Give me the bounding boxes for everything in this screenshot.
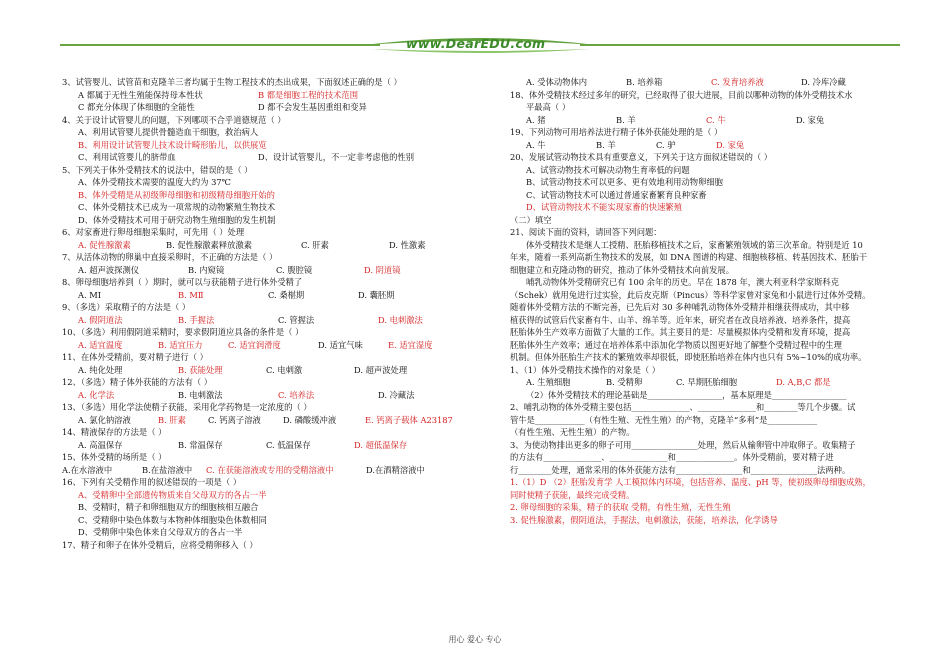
question-10: 10、（多选）利用假阴道采精时，要求假阴道应具备的条件是（ ）: [62, 327, 304, 337]
question-6-options: [62, 239, 492, 252]
option: A. MⅠ: [78, 289, 102, 300]
sub-question-1-options: [510, 376, 900, 389]
option: B. 内窥镜: [188, 264, 225, 275]
answer-1-cont: 同时使精子获能，最终完成受精。: [510, 489, 635, 500]
option-answer: B、体外受精是从初级卵母细胞和初级精母细胞开始的: [78, 189, 275, 200]
option: B、试管动物技术可以更多、更有效地利用动物卵细胞: [526, 177, 723, 187]
sub-question-3-cont: 行________处理，通常采用的体外获能方法有________________和________________法两种。: [510, 464, 851, 475]
question-12-options: [62, 389, 492, 402]
option-answer: B. MⅡ: [178, 289, 204, 300]
sub-question-1-part2: （2）体外受精技术的理论基础是__________________，基本原理是__________________: [526, 389, 847, 400]
site-logo[interactable]: www.DearEDU.com: [406, 36, 546, 51]
question-9-options: [62, 314, 492, 327]
question-14: 14、精液保存的方法是（ ）: [62, 427, 167, 437]
option: D、受精卵中染色体来自父母双方的各占一半: [78, 527, 243, 537]
option: C、受精卵中染色体数与本物种体细胞染色体数相同: [78, 514, 267, 525]
question-15: 15、体外受精的场所是（ ）: [62, 452, 167, 462]
option-answer: A、受精卵中全部遗传物质来自父母双方的各占一半: [78, 489, 267, 500]
option-answer: D、试管动物技术不能实现家畜的快速繁殖: [526, 202, 682, 212]
question-4: 4、关于设计试管婴儿的问题，下列哪项不合乎道德规范（ ）: [62, 114, 286, 125]
option: A. 超声波探测仪: [78, 264, 140, 275]
option-answer: B 都是细胞工程的技术范围: [258, 89, 359, 100]
passage-line: 植获得的试管后代家畜有牛、山羊、绵羊等。近年来，研究者在改良培养液、培养条件，提高: [510, 314, 851, 325]
question-21: 21、阅读下面的资料，请回答下列问题：: [510, 227, 662, 237]
option: C. 管握法: [278, 314, 315, 325]
answer-1: 1.（1）D （2）胚胎发育学 人工模拟体内环境，包括营养、温度、pH 等，使初级卵母细胞成熟，: [510, 477, 871, 487]
option: B. 羊: [616, 114, 636, 125]
question-8-options: [62, 289, 492, 302]
question-11-options: [62, 364, 492, 377]
option-answer: C. 适宜润滑度: [228, 339, 281, 350]
option: C. 驴: [656, 139, 676, 150]
option: A、体外受精技术需要的温度大约为 37℃: [78, 177, 231, 187]
question-20: 20、发展试管动物技术具有重要意义，下列关于这方面叙述错误的（ ）: [510, 152, 773, 162]
option: D 都不会发生基因重组和变异: [258, 102, 367, 112]
option: D. 家兔: [796, 114, 825, 125]
passage-line: 体外受精技术是继人工授精、胚胎移植技术之后，家畜繁殖领域的第三次革命。特别是近 10: [526, 239, 863, 250]
option: B. 羊: [596, 139, 616, 150]
option: A、利用试管婴儿提供骨髓造血干细胞，救治病人: [78, 127, 259, 137]
option-answer: C. 在获能溶液或专用的受精溶液中: [206, 464, 334, 475]
question-15-options: [62, 464, 492, 477]
option: A. 生殖细胞: [526, 377, 571, 387]
question-18-cont: 平最高（ ）: [526, 102, 571, 112]
option: B. 电刺激法: [178, 389, 223, 400]
option: A. 氯化钠溶液: [78, 414, 131, 425]
option-answer: A. 适宜温度: [78, 339, 123, 350]
option: C. 钙离子溶液: [208, 414, 261, 425]
page-footer: 用心 爱心 专心: [448, 635, 502, 644]
answer-2: 2. 卵母细胞的采集，精子的获取 受精，有性生殖，无性生殖: [510, 502, 731, 512]
passage-line: 随着体外受精方法的不断完善，已先后对 30 多种哺乳动物体外受精并相继获得成功，其中移: [510, 302, 850, 312]
option: C. 电刺激: [266, 364, 303, 375]
option-answer: C. 培养法: [278, 389, 315, 400]
option: D. 超声波处理: [354, 364, 408, 375]
passage-line: 胚胎体外生产效率方面做了大量的工作。其主要目的是：尽量模拟体内受精和发育环境，提高: [510, 327, 851, 337]
option-answer: C. 发育培养液: [711, 77, 764, 87]
option: B. 培养箱: [626, 77, 663, 87]
option: B. 受精卵: [606, 377, 643, 387]
option-answer: A. 化学法: [78, 389, 115, 400]
question-18: 18、体外受精技术经过多年的研究，已经取得了很大进展，目前以哪种动物的体外受精技术水: [510, 89, 853, 100]
question-9: 9、（多选）采取精子的方法是（ ）: [62, 302, 191, 312]
passage-line: 机制。但体外胚胎生产技术的繁殖效率却很低，即使胚胎培养在体内也只有 5%~10%的成功率。: [510, 352, 867, 362]
passage-line: 胚胎体外生产效率；通过在培养体系中添加化学物质以图更好地了解整个受精过程中的生理: [510, 339, 842, 350]
option: A. 纯化处理: [78, 364, 123, 375]
option: D、体外受精技术可用于研究动物生殖细胞的发生机制: [78, 214, 276, 225]
question-8: 8、卵母细胞培养到（ ）期时，就可以与获能精子进行体外受精了: [62, 277, 303, 287]
passage-line: 哺乳动物体外受精研究已有 100 余年的历史。早在 1878 年，澳大利亚科学家斯科克: [526, 277, 840, 287]
question-5: 5、下列关于体外受精技术的说法中，错误的是（ ）: [62, 164, 253, 175]
question-13-options: [62, 414, 492, 427]
option: C、体外受精技术已成为一项常规的动物繁殖生物技术: [78, 202, 276, 212]
option-answer: E. 适宜湿度: [388, 339, 433, 350]
option: C. 低温保存: [266, 439, 311, 450]
option: C、利用试管婴儿的脐带血: [78, 152, 176, 162]
page-header: [60, 30, 900, 60]
option: C. 桑椹期: [268, 289, 305, 300]
option: A. 受体动物体内: [526, 77, 588, 87]
option: A. 猪: [526, 114, 546, 125]
question-19-options: [510, 139, 900, 152]
question-3-options-row1: [62, 89, 492, 102]
option-answer: A. 假阴道法: [78, 314, 123, 325]
question-14-options: [62, 439, 492, 452]
header-rule-left: [60, 44, 380, 46]
option: A. 牛: [526, 139, 546, 150]
sub-question-3: 3、为使动物排出更多的卵子可用________________处理，然后从输卵管中冲取卵子。收集精子: [510, 439, 856, 450]
option: C 都充分体现了体细胞的全能性: [78, 102, 195, 112]
question-12: 12、（多选）精子体外获能的方法有（ ）: [62, 377, 213, 387]
question-11: 11、在体外受精前，要对精子进行（ ）: [62, 352, 208, 362]
option: D. 冷库冷藏: [801, 77, 846, 87]
option-answer: D. 阴道镜: [364, 264, 401, 275]
sub-question-1: 1、（1）体外受精技术操作的对象是（ ）: [510, 364, 661, 375]
option: D. 囊胚期: [358, 289, 395, 300]
right-column: [510, 76, 900, 526]
question-6: 6、对家畜进行卵母细胞采集时，可先用（ ）处理: [62, 227, 245, 237]
question-16: 16、下列有关受精作用的叙述错误的一项是（ ）: [62, 477, 242, 487]
question-10-options: [62, 339, 492, 352]
passage-line: 年来，随着一系列高新生物技术的发展，如 DNA 图谱的构建、细胞核移植、转基因技术、胚胎干: [510, 252, 868, 262]
option: D. 性激素: [389, 239, 426, 250]
question-17: 17、精子和卵子在体外受精后，应将受精卵移入（ ）: [62, 539, 258, 550]
option-answer: B. 获能处理: [178, 364, 223, 375]
option-answer: D. 电刺激法: [378, 314, 423, 325]
sub-question-2-cont: 管牛是____________（有性生殖、无性生殖）的产物，克隆羊“多利”是____________: [510, 414, 818, 425]
option-answer: D. 家兔: [716, 139, 745, 150]
passage-line: （Schek）就用兔进行过实验，此后皮克斯（Pincus）等科学家曾对家兔和小鼠进行过体外受精。: [510, 289, 871, 300]
option: D. 冷藏法: [378, 389, 415, 400]
option: C. 早期胚胎细胞: [676, 377, 738, 387]
answer-3: 3. 促性腺激素，假阴道法，手握法，电刺激法，获能，培养法，化学诱导: [510, 514, 778, 525]
question-3: 3、试管婴儿、试管苗和克隆羊三者均属于生物工程技术的杰出成果，下面叙述正确的是（ ）: [62, 77, 402, 87]
question-7-options: [62, 264, 492, 277]
left-column: [62, 76, 492, 551]
option-answer: B. 适宜压力: [158, 339, 203, 350]
option: C. 腹腔镜: [276, 264, 313, 275]
option-answer: A. 促性腺激素: [78, 239, 131, 250]
option-answer: B、利用设计试管婴儿技术设计畸形胎儿，以供展览: [78, 139, 267, 150]
sub-question-3-cont: 的方法有______________、______________和______________。体外受精前，要对精子进: [510, 452, 834, 462]
option: D、设计试管婴儿，不一定非考虑他的性别: [258, 152, 414, 162]
option-answer: C. 牛: [706, 114, 726, 125]
option-answer: B. 肝素: [158, 414, 186, 425]
option: B. 促性腺激素释放激素: [166, 239, 253, 250]
option: D. 适宜气味: [318, 339, 363, 350]
option: B. 常温保存: [178, 439, 223, 450]
question-4-options-row: [62, 151, 492, 164]
option: A 都属于无性生殖能保持母本性状: [78, 89, 203, 100]
question-13: 13、（多选）用化学法使精子获能，采用化学药物是一定浓度的（ ）: [62, 402, 312, 412]
option: A. 高温保存: [78, 439, 123, 450]
option: D.在酒精溶液中: [366, 464, 425, 475]
sub-question-2-cont: （有性生殖、无性生殖）的产物。: [510, 427, 635, 437]
question-17-options: [510, 76, 900, 89]
sub-question-2: 2、哺乳动物的体外受精主要包括______________、______________和________等几个步骤。试: [510, 402, 856, 412]
option: C、试管动物技术可以通过普通家畜繁育良种家畜: [526, 189, 707, 200]
option: D. 磷酸缓冲液: [283, 414, 337, 425]
option-answer: D. A,B,C 都是: [776, 377, 831, 387]
question-18-options: [510, 114, 900, 127]
option: B、受精时，精子和卵细胞双方的细胞核相互融合: [78, 502, 259, 512]
option: A.在水溶液中: [62, 464, 113, 475]
option-answer: D. 超低温保存: [354, 439, 408, 450]
question-7: 7、从活体动物的卵巢中直接采卵时，不正确的方法是（ ）: [62, 252, 278, 262]
passage-line: 细胞建立和克隆动物的研究，推动了体外受精技术向前发展。: [510, 264, 735, 275]
option: C. 肝素: [301, 239, 329, 250]
question-19: 19、下列动物可用培养法进行精子体外获能处理的是（ ）: [510, 127, 723, 137]
section-heading: （二）填空: [510, 214, 552, 225]
option-answer: B. 手握法: [178, 314, 215, 325]
option: A、试管动物技术可解决动物生育率低的问题: [526, 164, 690, 175]
question-3-options-row2: [62, 101, 492, 114]
option-answer: E. 钙离子载体 A23187: [365, 414, 453, 425]
option: B.在盐溶液中: [142, 464, 193, 475]
header-rule-right: [580, 44, 900, 46]
